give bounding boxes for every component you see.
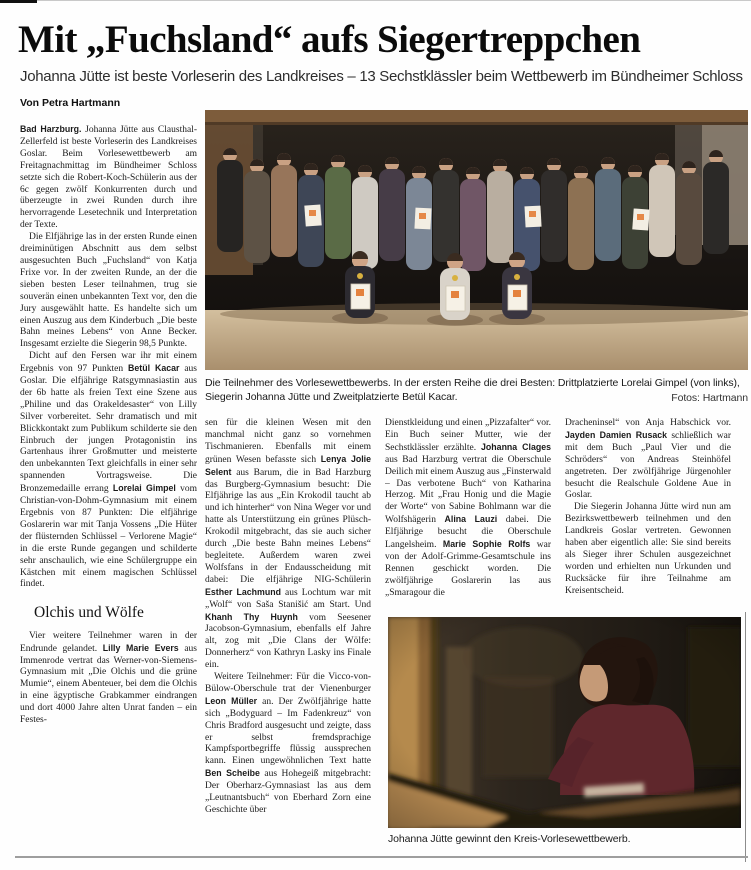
column-divider-rule [745,612,746,862]
person-name-bold: Ben Scheibe [205,768,260,779]
secondary-photo [388,617,741,828]
article-column-1 [20,124,197,854]
photo-credit: Fotos: Hartmann [671,391,748,404]
main-photo-caption [205,377,748,406]
main-photo [205,110,748,370]
article-paragraph: Weitere Teilnehmer: Für die Vicco-von-Bülow-Oberschule trat der Vienenburger Leon Müller an. Der Zwölfjährige hatte sich „Bodyguard – Im Fadenkreuz“ von Chris Bradford ausgesucht und zeigte, dass er selbst fremdsprachige Kampfsportbegriffe flüssig aussprechen kann. Einen ungewöhnlichen Text hatte Ben Scheibe aus Hohegeiß mitgebracht: Der Oberharz-Gymnasiast las aus dem „Leutnantsbuch“ von Eberhard Zorn eine Geschichte über [205,672,371,815]
article-column-2 [205,418,371,854]
person-name-bold: Alina Lauzi [444,514,498,525]
section-crosshead: Olchis und Wölfe [34,604,144,622]
article-paragraph: Vier weitere Teilnehmer waren in der Endrunde gelandet. Lilly Marie Evers aus Immenrode vertrat das Werner-von-Siemens-Gymnasium mit „Die Olchis und die grüne Mumie“, einem Abenteuer, bei dem die Olchis in eine ägyptische Grabkammer eindrangen und dort 4000 Jahre alten Unrat fanden – ein Festes- [20,630,197,726]
article-paragraph: Bad Harzburg. Johanna Jütte aus Clausthal-Zellerfeld ist beste Vorleserin des Landkreises Goslar. Beim Vorlesewettbewerb am Freitagnachmittag im Bündheimer Schloss setzte sich die Robert-Koch-Schülerin aus der 6c gegen zwölf Konkurrenten durch und überzeugte in zwei Runden durch ihre hervorragende Lesetechnik und Interpretation der Texte. [20,124,197,231]
article-paragraph: Dicht auf den Fersen war ihr mit einem Ergebnis von 97 Punkten Betül Kacar aus Goslar. Die elfjährige Ratsgymnasiastin aus der 6b hatte als freien Text eine Szene aus „Philine und das Orakeldesaster“ von Lilly Silver vorbereitet. Sehr dramatisch und mit Blickkontakt zum Publikum schilderte sie den Einbruch der jungen Protagonistin ins Gartenhaus ihrer Großmutter und meisterte den unbekannten Text gleichfalls in einer sehr spannenden Vortragsweise. Die Bronzemedaille errang Lorelai Gimpel vom Christian-von-Dohm-Gymnasium mit einem Ergebnis von 87 Punkten: Die elfjährige Goslarerin war mit Tanja Vossens „Die Hüter der flüsternden Schlüssel – Verlorene Magie“ in die erste Runde gegangen und schilderte sehr anschaulich, wie eine Schülergruppe ein Kästchen mit einem magischen Schlüssel findet. [20,351,197,590]
bottom-rule [15,856,748,858]
person-name-bold: Marie Sophie Rolfs [442,539,531,550]
person-name-bold: Bad Harzburg. [20,124,82,134]
subheadline: Johanna Jütte ist beste Vorleserin des Landkreises – 13 Sechstklässler beim Wettbewerb im Bündheimer Schloss [20,68,743,85]
article-column-4 [565,418,731,610]
article-paragraph: Die Siegerin Johanna Jütte wird nun am Bezirkswettbewerb teilnehmen und den Landkreis Goslar vertreten. Gewonnen haben aber eigentlich alle: Sie sind bereits als Sieger ihrer Schulen ausgezeichnet worden und erhielten nun Urkunden und Rucksäcke für ihre Teilnahme am Kreisentscheid. [565,502,731,596]
top-rule-accent [0,0,37,3]
person-name-bold: Lorelai Gimpel [112,483,176,494]
person-name-bold: Lenya Jolie Selent [205,453,371,477]
person-name-bold: Leon Müller [205,695,258,706]
group-photo-illustration [205,110,748,370]
reader-photo-illustration [388,617,741,828]
person-name-bold: Betül Kacar [128,363,180,374]
person-name-bold: Johanna Clages [481,441,551,452]
article-paragraph: Dienstkleidung und einen „Pizzafalter“ vor. Ein Buch seiner Mutter, wie der Sechstklässler erzählte. Johanna Clages aus Bad Harzburg vertrat die Oberschule Deilich mit einem Auszug aus „Finsterwald – Das verbotene Buch“ von Katharina Herzog. Mit „Frau Honig und die Magie der Worte“ von Sabine Bohlmann war die Wolfshägerin Alina Lauzi dabei. Die Elfjährige besucht die Oberschule Langelsheim. Marie Sophie Rolfs war von der Adolf-Grimme-Gesamtschule ins Rennen geschickt worden. Die zwölfjährige Goslarerin las aus „Smaragour die [385,418,551,598]
secondary-photo-caption: Johanna Jütte gewinnt den Kreis-Vorlesewettbewerb. [388,833,631,845]
article-column-3 [385,418,551,602]
caption-text: Die Teilnehmer des Vorlesewettbewerbs. In der ersten Reihe die drei Besten: Drittplatzierte Lorelai Gimpel (von links), Siegerin Johanna Jütte und Zweitplatzierte Betül Kacar. [205,377,740,403]
person-name-bold: Lilly Marie Evers [102,642,179,653]
headline: Mit „Fuchsland“ aufs Siegertreppchen [18,18,641,61]
article-paragraph: sen für die kleinen Wesen mit den manchmal nicht ganz so vornehmen Tischmanieren. Ebenfalls mit einem grünen Wesen befasste sich Lenya Jolie Selent aus Barum, die in Bad Harzburg das Burgberg-Gymnasium besucht: Die Elfjährige las aus „Ein Krokodil taucht ab und ich hinterher“ von Nina Weger vor und hatte als Unterstützung ein grünes Plüsch-Krokodil mitgebracht, das sie auch sicher durch „Die beste Bahn meines Lebens“ begleitete. Außerdem waren zwei Wolfsfans in der Endausscheidung mit dabei: Die elfjährige NIG-Schülerin Esther Lachmund aus Lochtum war mit „Wolf“ von Saša Stanišić am Start. Und Khanh Thy Huynh vom Seesener Jacobson-Gymnasium, ebenfalls elf Jahre alt, zog mit „Die Clans der Wölfe: Donnerherz“ von Kathryn Lasky ins Finale ein. [205,418,371,671]
person-name-bold: Khanh Thy Huynh [205,611,298,622]
article-paragraph: Die Elfjährige las in der ersten Runde einen dreiminütigen Abschnitt aus dem selbst ausgesuchten Buch „Fuchsland“ von Katja Frixe vor. In der zweiten Runde, an der die sieben besten Leser teilnahmen, trug sie souverän einen unbekannten Text vor, den die Jury ausgewählt hatte. Es handelte sich um einen Auszug aus dem Kinderbuch „Die beste Bahn meines Lebens“ von Anne Becker. Insgesamt erzielte die Siegerin 98,5 Punkte. [20,232,197,350]
byline: Von Petra Hartmann [20,97,121,109]
person-name-bold: Jayden Damien Rusack [565,429,668,440]
person-name-bold: Esther Lachmund [205,586,281,597]
top-rule [0,0,751,1]
article-paragraph: Dracheninsel“ von Anja Habschick vor. Jayden Damien Rusack schließlich war mit dem Buch „Paul Vier und die Schröders“ von Andreas Steinhöfel angetreten. Der zwölfjährige Jürgenohler besucht die Realschule Goldene Aue in Goslar. [565,418,731,501]
